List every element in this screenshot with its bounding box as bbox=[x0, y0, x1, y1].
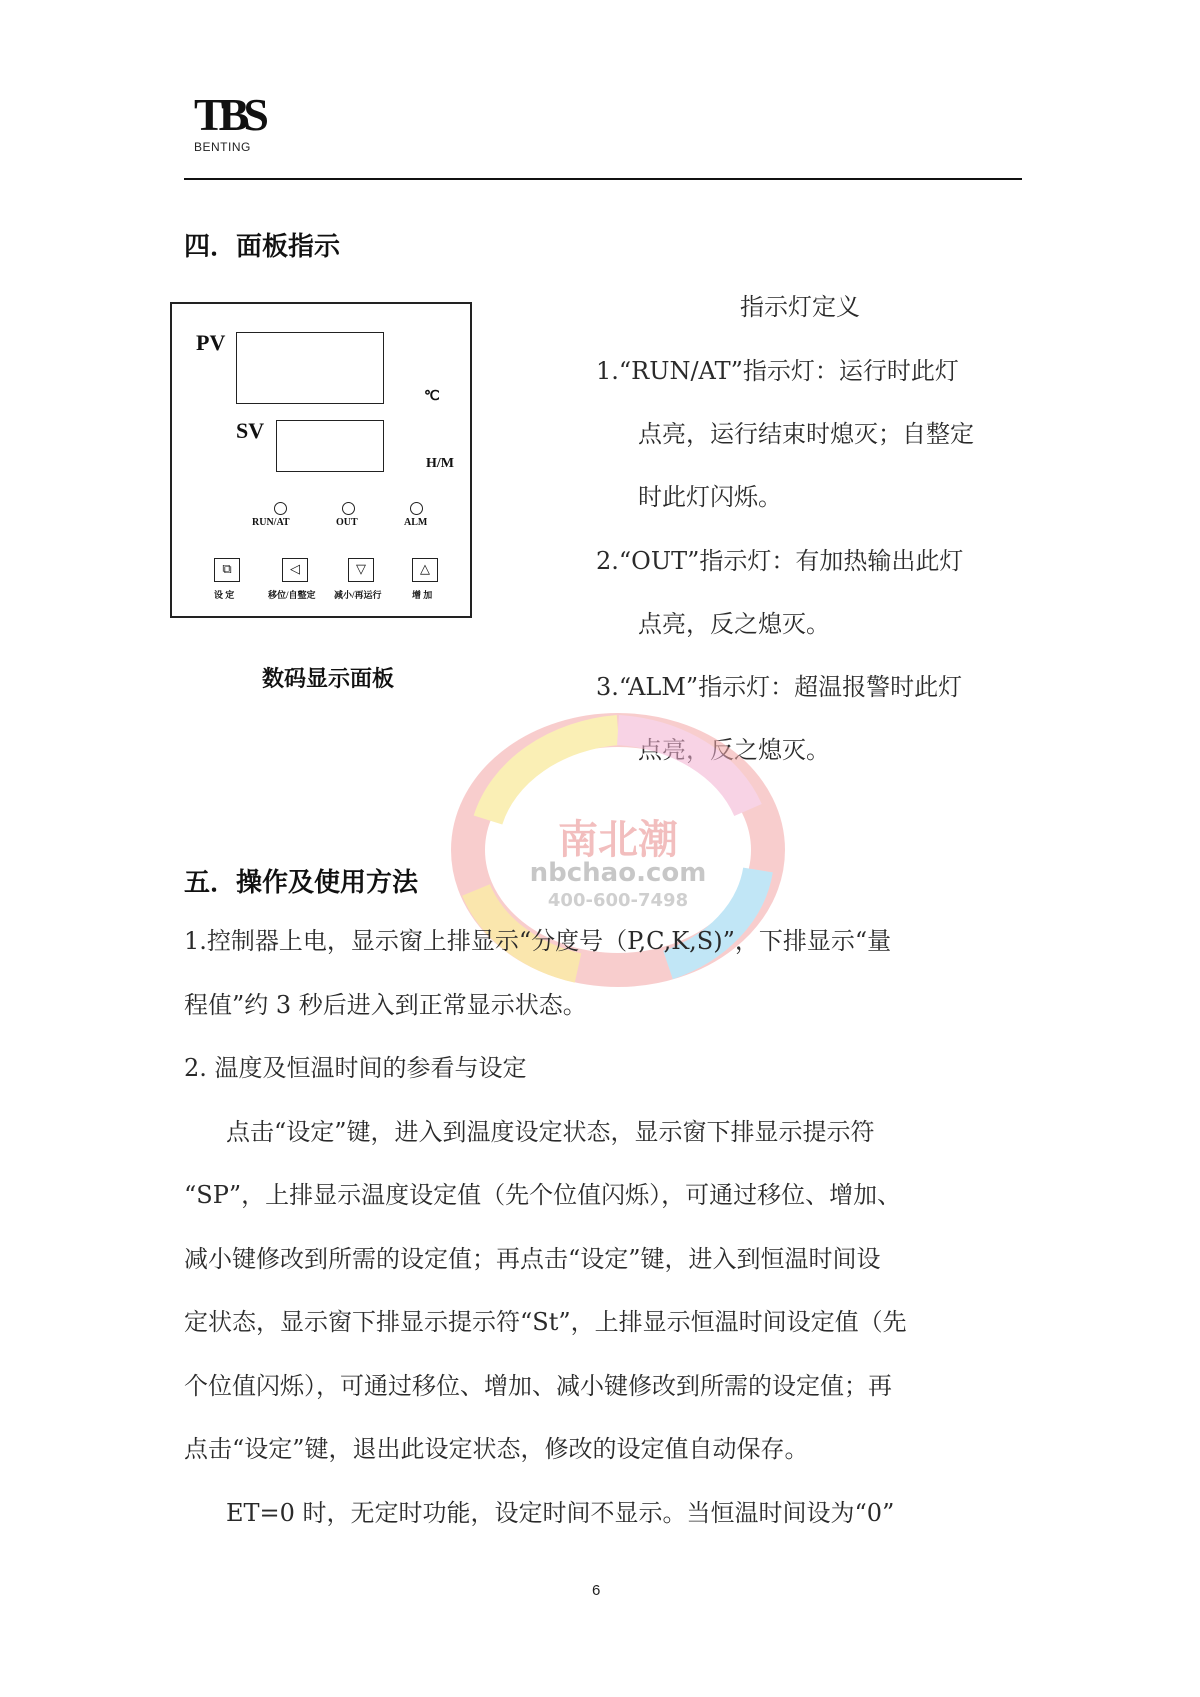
down-key-label: 减小/再运行 bbox=[334, 590, 382, 600]
paragraph-line: 个位值闪烁），可通过移位、增加、减小键修改到所需的设定值；再 bbox=[184, 1372, 892, 1400]
paragraph-line: 点击“设定”键，退出此设定状态，修改的设定值自动保存。 bbox=[184, 1435, 809, 1463]
paragraph-line: 2. 温度及恒温时间的参看与设定 bbox=[184, 1054, 527, 1082]
paragraph-line: “SP”，上排显示温度设定值（先个位值闪烁），可通过移位、增加、 bbox=[184, 1181, 902, 1209]
panel-diagram bbox=[170, 302, 472, 618]
watermark-cn: 南北潮 bbox=[558, 817, 678, 863]
paragraph-line: 程值”约 3 秒后进入到正常显示状态。 bbox=[184, 991, 587, 1019]
paragraph-line: 减小键修改到所需的设定值；再点击“设定”键，进入到恒温时间设 bbox=[184, 1245, 881, 1273]
indicator-def-line: 点亮，反之熄灭。 bbox=[638, 610, 830, 638]
indicator-def-line: 点亮，运行结束时熄灭；自整定 bbox=[638, 420, 974, 448]
pv-label: PV bbox=[196, 330, 226, 355]
up-key-label: 增 加 bbox=[412, 590, 433, 600]
header-rule bbox=[184, 178, 1022, 180]
section-4-title: 四．面板指示 bbox=[184, 232, 341, 262]
indicator-def-line: 2.“OUT”指示灯：有加热输出此灯 bbox=[596, 547, 964, 575]
watermark-site: nbchao.com bbox=[529, 858, 707, 888]
watermark-phone: 400-600-7498 bbox=[547, 890, 689, 911]
out-led bbox=[342, 502, 355, 515]
shift-key-label: 移位/自整定 bbox=[268, 590, 316, 600]
indicator-def-line: 3.“ALM”指示灯：超温报警时此灯 bbox=[596, 673, 963, 701]
indicator-def-line: 点亮，反之熄灭。 bbox=[638, 736, 830, 764]
paragraph-line: 定状态，显示窗下排显示提示符“St”，上排显示恒温时间设定值（先 bbox=[184, 1308, 907, 1336]
indicator-def-title: 指示灯定义 bbox=[740, 293, 860, 321]
section-5-title: 五．操作及使用方法 bbox=[184, 868, 419, 898]
logo-text: BENTING bbox=[194, 140, 251, 154]
pv-display bbox=[236, 332, 384, 404]
run-at-led-label: RUN/AT bbox=[252, 517, 290, 528]
out-led-label: OUT bbox=[336, 517, 358, 528]
up-key: △ bbox=[412, 558, 438, 582]
logo-mark: TBS bbox=[194, 89, 263, 140]
set-key-label: 设 定 bbox=[214, 590, 235, 600]
indicator-def-line: 1.“RUN/AT”指示灯：运行时此灯 bbox=[596, 357, 959, 385]
paragraph-line: 点击“设定”键，进入到温度设定状态，显示窗下排显示提示符 bbox=[226, 1118, 875, 1146]
celsius-unit: ℃ bbox=[424, 389, 440, 404]
down-key: ▽ bbox=[348, 558, 374, 582]
sv-display bbox=[276, 420, 384, 472]
shift-key: ◁ bbox=[282, 558, 308, 582]
paragraph-line: ET=0 时，无定时功能，设定时间不显示。当恒温时间设为“0” bbox=[226, 1499, 895, 1527]
hm-unit: H/M bbox=[426, 456, 454, 471]
page-number: 6 bbox=[592, 1582, 601, 1599]
panel-caption: 数码显示面板 bbox=[262, 667, 395, 692]
company-logo bbox=[194, 89, 264, 154]
indicator-def-line: 时此灯闪烁。 bbox=[638, 483, 782, 511]
set-key: ⧉ bbox=[214, 558, 240, 582]
paragraph-line: 1.控制器上电，显示窗上排显示“分度号（P,C,K,S)”，下排显示“量 bbox=[184, 927, 892, 955]
alm-led-label: ALM bbox=[404, 517, 428, 528]
sv-label: SV bbox=[236, 418, 265, 443]
alm-led bbox=[410, 502, 423, 515]
run-at-led bbox=[274, 502, 287, 515]
